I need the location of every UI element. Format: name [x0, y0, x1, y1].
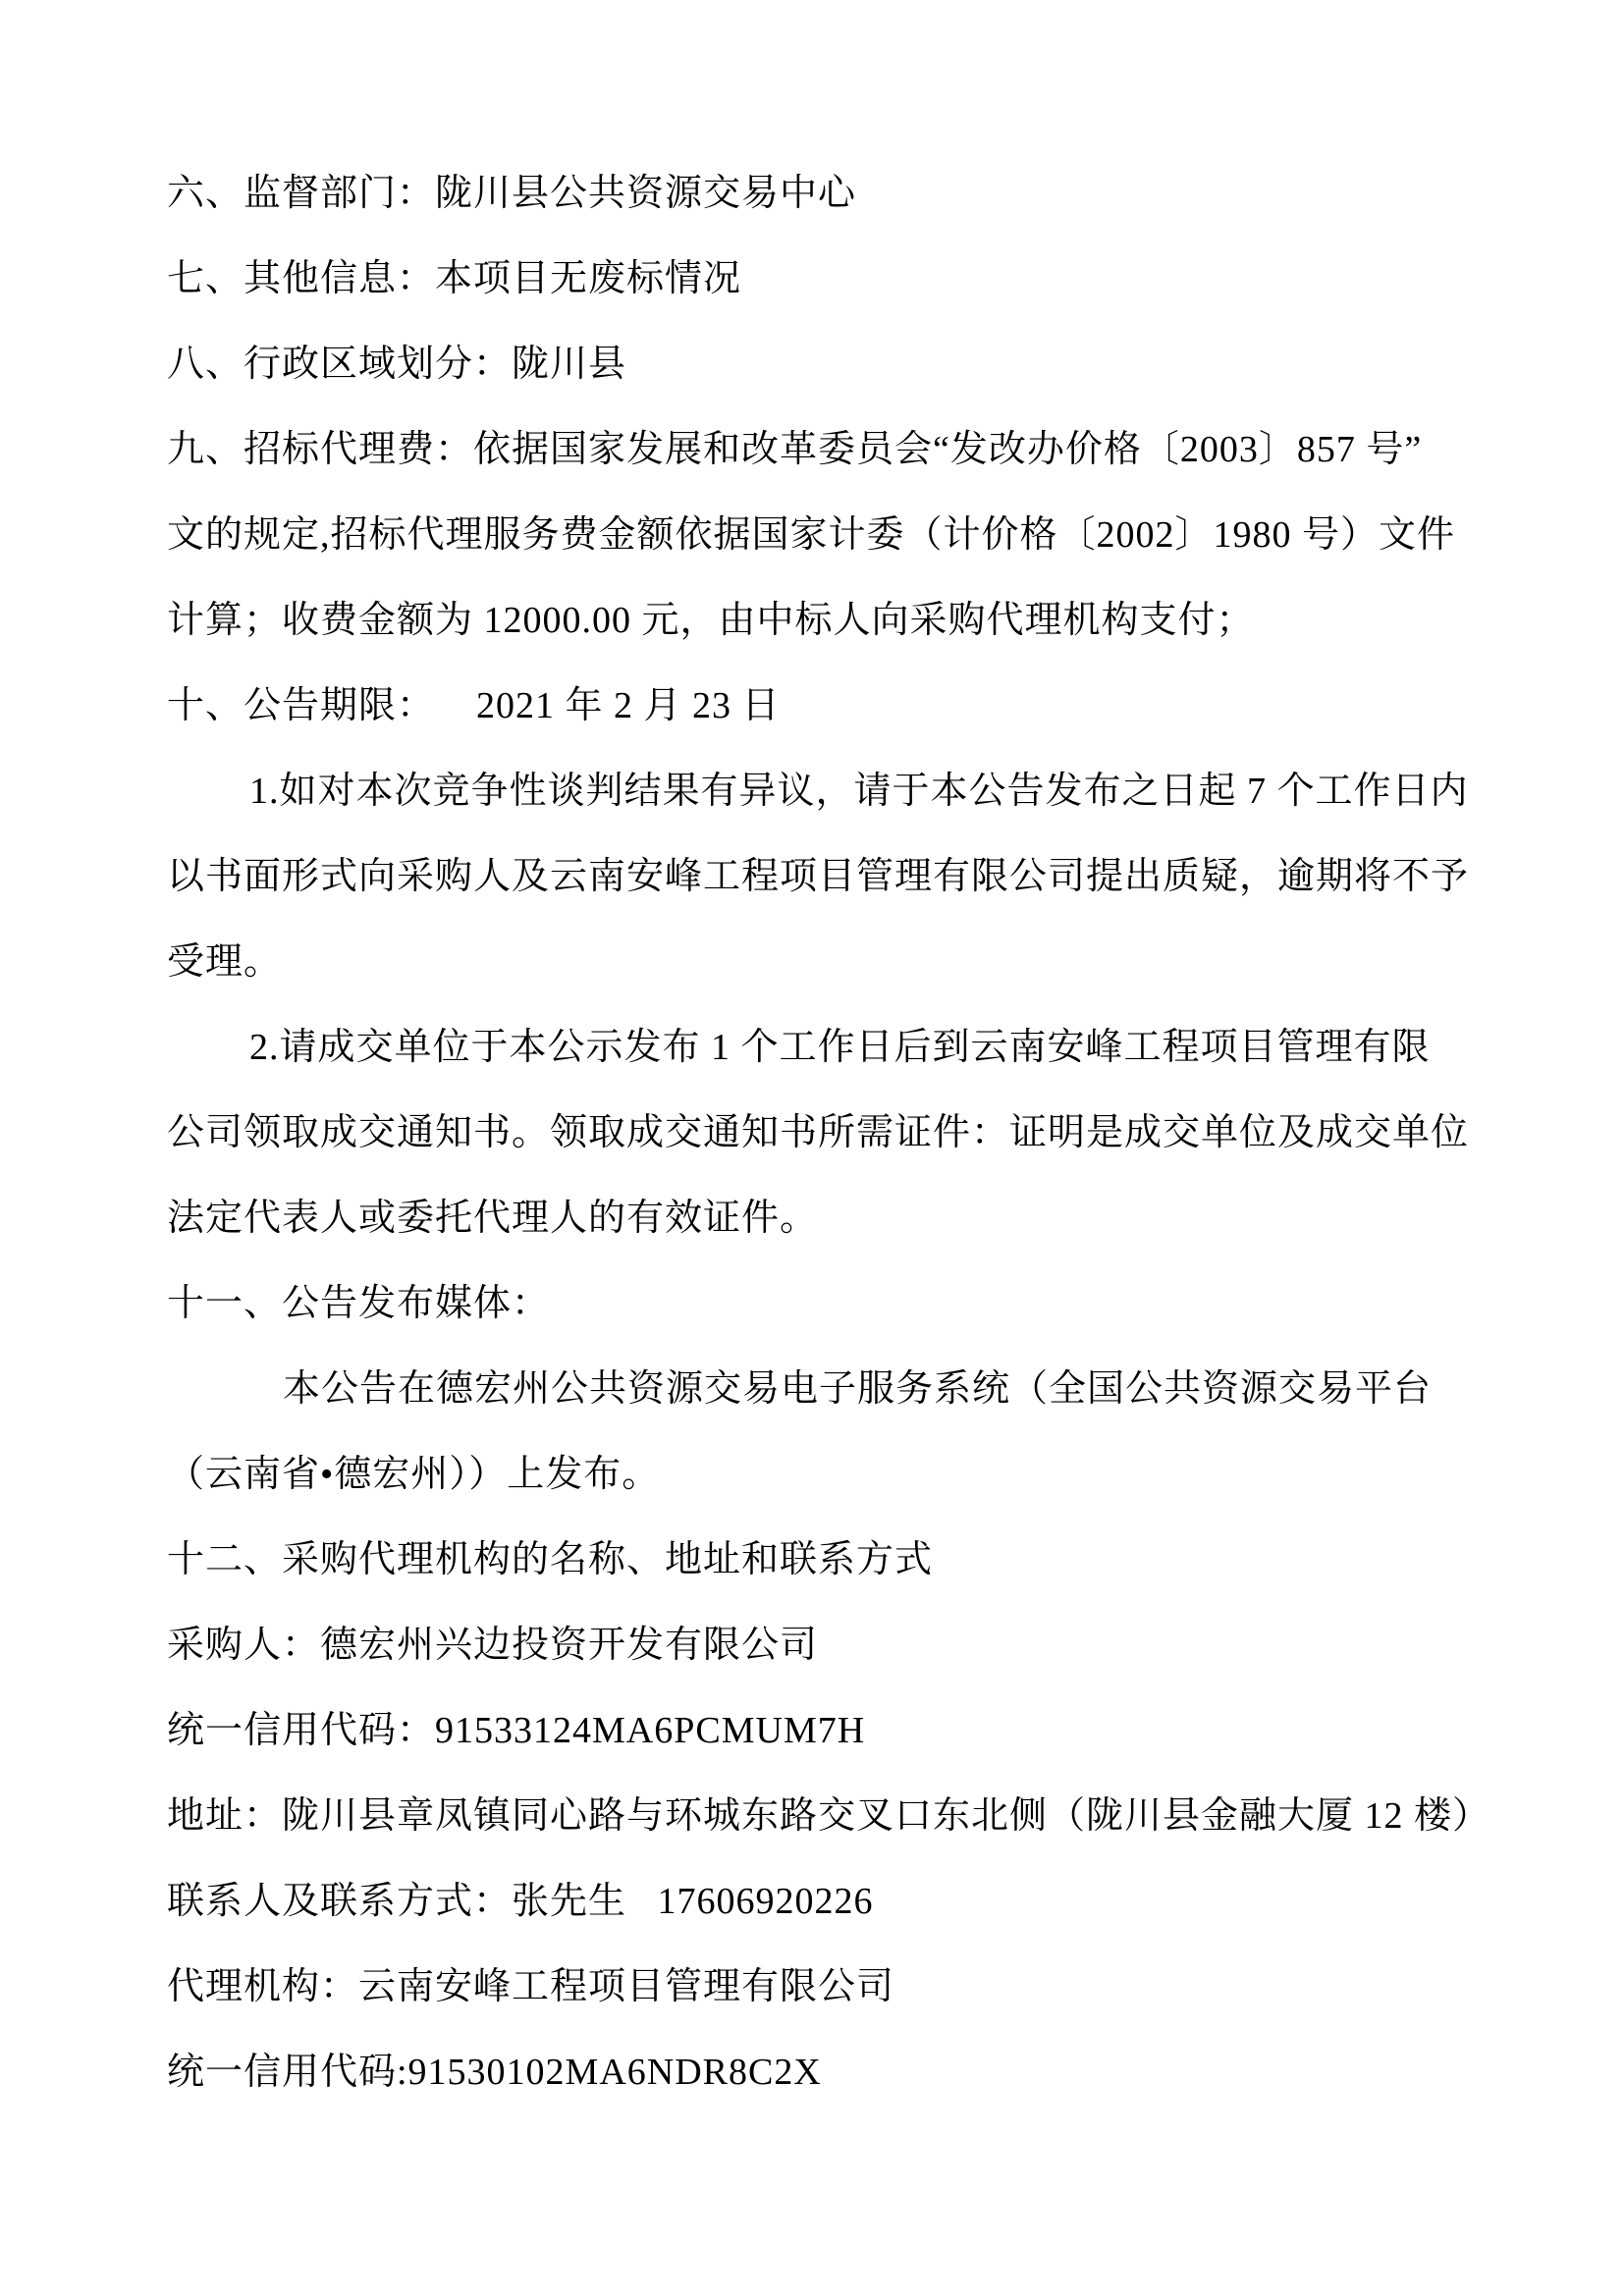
document-line: （云南省•德宏州））上发布。	[167, 1454, 661, 1495]
document-line: 文的规定,招标代理服务费金额依据国家计委（计价格〔2002〕1980 号）文件	[167, 514, 1456, 556]
document-line: 统一信用代码：91533124MA6PCMUM7H	[167, 1710, 866, 1751]
document-line: 本公告在德宏州公共资源交易电子服务系统（全国公共资源交易平台	[283, 1368, 1433, 1410]
document-line: 统一信用代码:91530102MA6NDR8C2X	[167, 2052, 822, 2093]
document-line: 十一、公告发布媒体：	[167, 1283, 551, 1324]
document-line: 采购人：德宏州兴边投资开发有限公司	[167, 1625, 819, 1666]
document-line: 十二、采购代理机构的名称、地址和联系方式	[167, 1539, 934, 1580]
document-line: 以书面形式向采购人及云南安峰工程项目管理有限公司提出质疑，逾期将不予	[167, 856, 1470, 897]
document-line: 七、其他信息：本项目无废标情况	[167, 258, 742, 299]
document-line: 2.请成交单位于本公示发布 1 个工作日后到云南安峰工程项目管理有限	[249, 1027, 1431, 1068]
document-line: 六、监督部门：陇川县公共资源交易中心	[167, 173, 857, 214]
document-line: 1.如对本次竞争性谈判结果有异议，请于本公告发布之日起 7 个工作日内	[249, 771, 1469, 812]
document-line: 十、公告期限： 2021 年 2 月 23 日	[167, 685, 781, 726]
document-line: 八、行政区域划分：陇川县	[167, 344, 627, 385]
document-line: 计算；收费金额为 12000.00 元，由中标人向采购代理机构支付；	[167, 600, 1255, 641]
document-line: 受理。	[167, 941, 283, 983]
document-line: 法定代表人或委托代理人的有效证件。	[167, 1198, 819, 1239]
document-line: 地址：陇川县章凤镇同心路与环城东路交叉口东北侧（陇川县金融大厦 12 楼）	[167, 1795, 1491, 1837]
document-body	[167, 151, 1491, 2115]
document-line: 公司领取成交通知书。领取成交通知书所需证件：证明是成交单位及成交单位	[167, 1112, 1470, 1153]
document-line: 联系人及联系方式：张先生 17606920226	[167, 1881, 874, 1922]
document-line: 九、招标代理费：依据国家发展和改革委员会“发改办价格〔2003〕857 号”	[167, 429, 1423, 470]
document-line: 代理机构：云南安峰工程项目管理有限公司	[167, 1966, 895, 2007]
